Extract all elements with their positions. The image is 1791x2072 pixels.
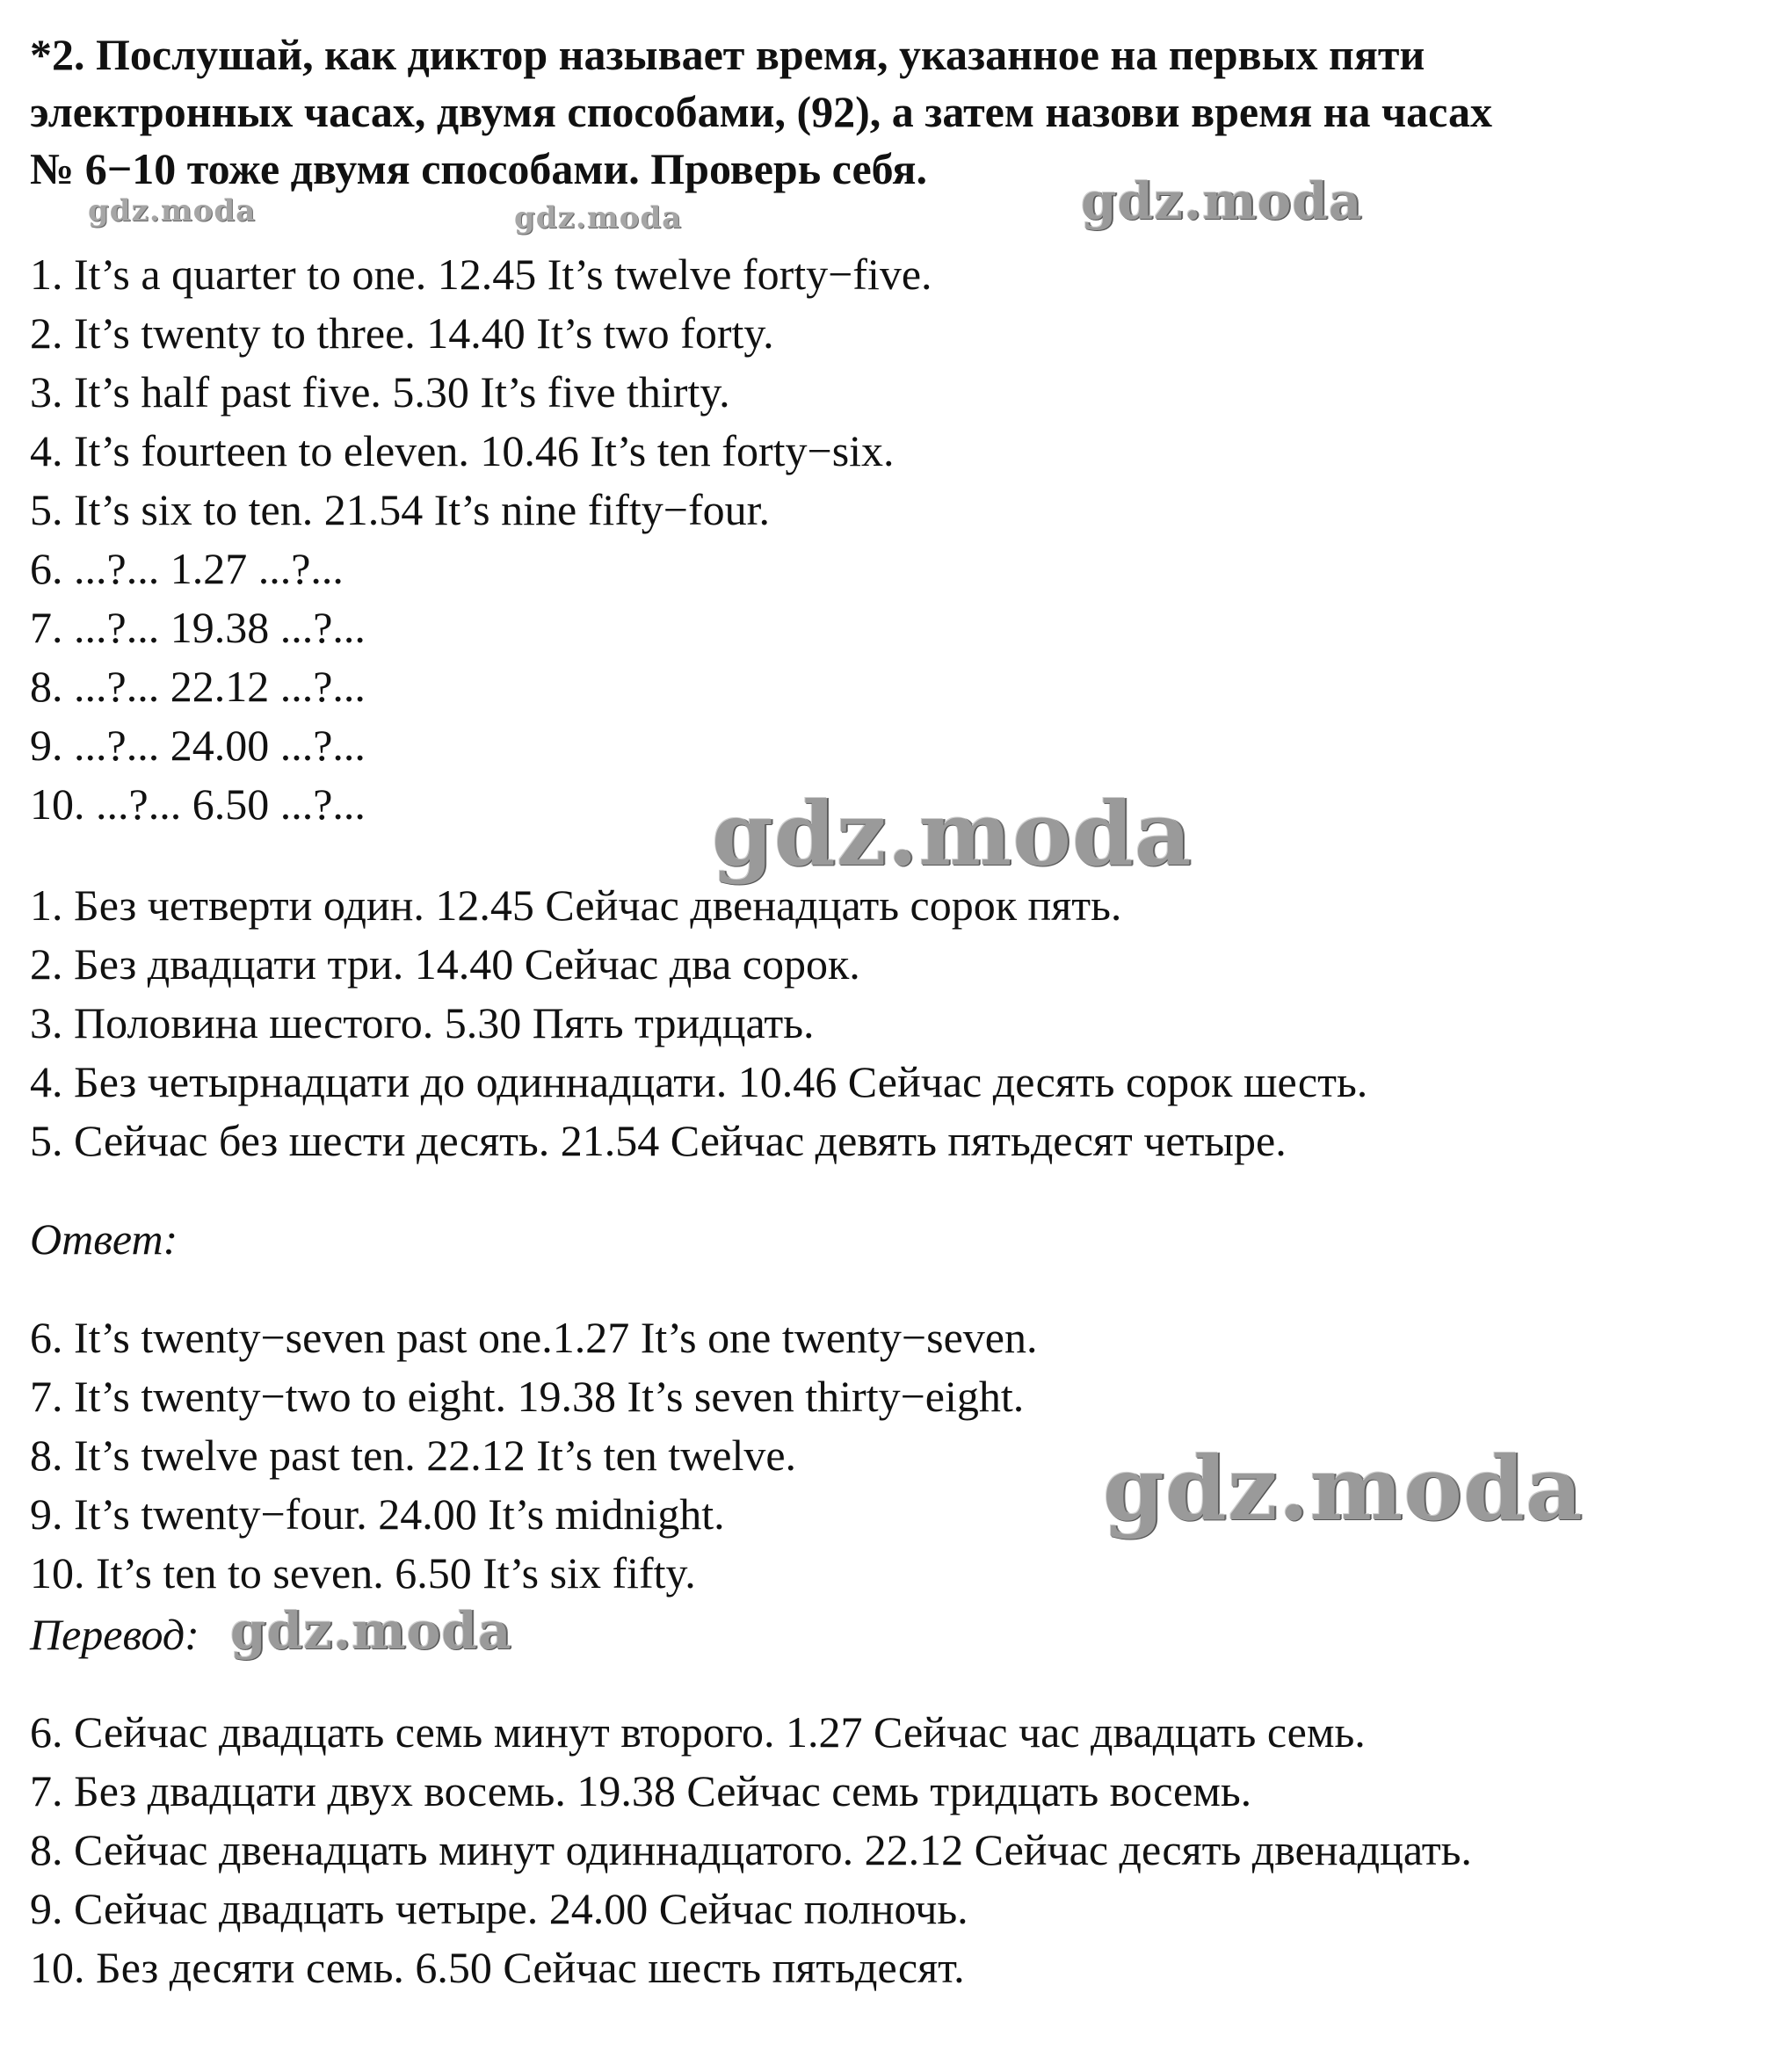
list-item: 9. Сейчас двадцать четыре. 24.00 Сейчас полночь. xyxy=(30,1884,968,1933)
list-item: 7. ...?... 19.38 ...?... xyxy=(30,603,366,652)
list-item: 3. It’s half past five. 5.30 It’s five thirty. xyxy=(30,367,730,417)
exercise-heading xyxy=(30,26,1770,198)
list-item: 8. Сейчас двенадцать минут одиннадцатого. 22.12 Сейчас десять двенадцать. xyxy=(30,1825,1472,1874)
watermark: gdz.moda xyxy=(1081,171,1363,231)
list-item: 6. ...?... 1.27 ...?... xyxy=(30,544,344,593)
list-item: 4. Без четырнадцати до одиннадцати. 10.46 Сейчас десять сорок шесть. xyxy=(30,1057,1368,1106)
heading-line: *2. Послушай, как диктор называет время, указанное на первых пяти xyxy=(30,30,1425,79)
list-item: 9. ...?... 24.00 ...?... xyxy=(30,721,366,770)
list-item: 1. Без четверти один. 12.45 Сейчас двенадцать сорок пять. xyxy=(30,880,1122,930)
list-item: 10. Без десяти семь. 6.50 Сейчас шесть пятьдесят. xyxy=(30,1943,965,1992)
list-item: 10. ...?... 6.50 ...?... xyxy=(30,779,366,829)
list-item: 3. Половина шестого. 5.30 Пять тридцать. xyxy=(30,998,815,1047)
list-item: 9. It’s twenty−four. 24.00 It’s midnight. xyxy=(30,1489,725,1539)
list-item: 2. Без двадцати три. 14.40 Сейчас два сорок. xyxy=(30,939,860,989)
list-item: 8. ...?... 22.12 ...?... xyxy=(30,662,366,711)
list-item: 1. It’s a quarter to one. 12.45 It’s twelve forty−five. xyxy=(30,250,932,299)
watermark: gdz.moda xyxy=(712,782,1193,886)
watermark: gdz.moda xyxy=(88,193,257,228)
watermark: gdz.moda xyxy=(230,1601,512,1661)
heading-line: электронных часах, двумя способами, (92), а затем назови время на часах xyxy=(30,87,1492,136)
watermark: gdz.moda xyxy=(514,200,683,235)
watermark: gdz.moda xyxy=(1103,1437,1584,1540)
list-item: 6. It’s twenty−seven past one.1.27 It’s one twenty−seven. xyxy=(30,1313,1038,1362)
list-item: 5. Сейчас без шести десять. 21.54 Сейчас девять пятьдесят четыре. xyxy=(30,1116,1287,1165)
list-item: 6. Сейчас двадцать семь минут второго. 1.27 Сейчас час двадцать семь. xyxy=(30,1707,1366,1757)
list-item: 8. It’s twelve past ten. 22.12 It’s ten twelve. xyxy=(30,1431,797,1480)
answer-label: Ответ: xyxy=(30,1214,178,1264)
list-item: 5. It’s six to ten. 21.54 It’s nine fifty−four. xyxy=(30,485,771,534)
list-item: 7. Без двадцати двух восемь. 19.38 Сейчас семь тридцать восемь. xyxy=(30,1766,1252,1815)
list-item: 10. It’s ten to seven. 6.50 It’s six fifty. xyxy=(30,1548,696,1597)
translation-label: Перевод: xyxy=(30,1610,199,1659)
list-item: 4. It’s fourteen to eleven. 10.46 It’s ten forty−six. xyxy=(30,426,895,475)
heading-line: № 6−10 тоже двумя способами. Проверь себя. xyxy=(30,144,927,193)
list-item: 2. It’s twenty to three. 14.40 It’s two forty. xyxy=(30,308,774,358)
list-item: 7. It’s twenty−two to eight. 19.38 It’s seven thirty−eight. xyxy=(30,1372,1025,1421)
